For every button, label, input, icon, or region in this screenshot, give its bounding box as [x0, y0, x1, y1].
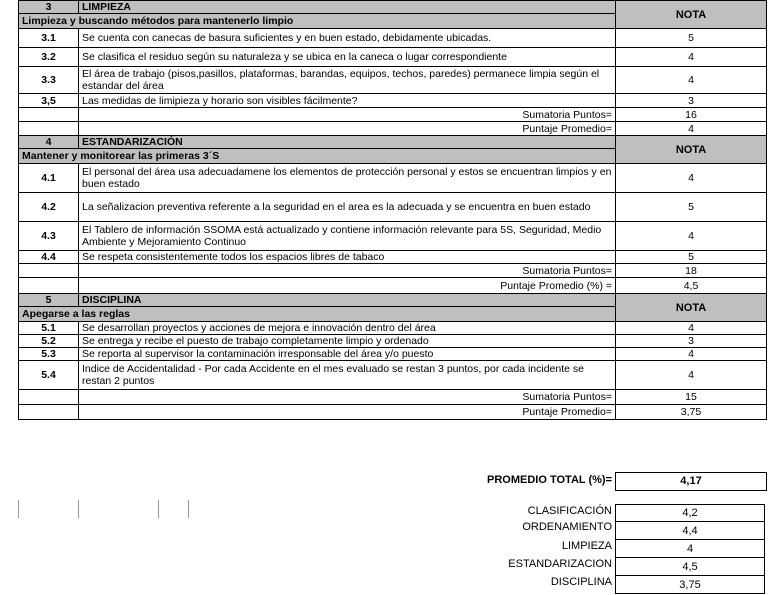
item-text: Se cuenta con canecas de basura suficientes y en buen estado, debidamente ubicadas.: [79, 29, 616, 48]
item-score: 4: [616, 48, 767, 67]
table-row: [19, 361, 767, 390]
item-number: 3.3: [19, 67, 79, 94]
sum-value: 18: [616, 264, 767, 278]
avg-row: [19, 122, 767, 136]
category-label: LIMPIEZA: [561, 540, 612, 552]
section-subtitle: Limpieza y buscando métodos para mantenerlo limpio: [19, 14, 616, 29]
item-text: El personal del área usa adecuadamene los elementos de protección personal y estos se encuentran limpios y en buen estado: [79, 164, 616, 193]
item-score: 4: [616, 348, 767, 361]
item-score: 4: [616, 361, 767, 390]
category-label: ORDENAMIENTO: [522, 521, 612, 533]
item-number: 3,5: [19, 94, 79, 108]
item-text: Se reporta al supervisor la contaminación irresponsable del área y/o puesto: [79, 348, 616, 361]
item-text: El área de trabajo (pisos,pasillos, plataformas, barandas, equipos, techos, paredes) permanece limpia según el estandar del área: [79, 67, 616, 94]
sum-label: Sumatoria Puntos=: [79, 390, 616, 405]
item-number: 5.2: [19, 335, 79, 348]
category-value: 4,5: [616, 558, 765, 576]
category-label: CLASIFICACIÓN: [527, 505, 612, 517]
evaluation-table: [18, 0, 767, 420]
item-score: 4: [616, 322, 767, 335]
avg-label: Puntaje Promedio=: [79, 122, 616, 136]
table-row: [19, 164, 767, 193]
section-header-limpieza: [19, 1, 767, 14]
category-value: 4,2: [616, 505, 765, 522]
item-number: 5.1: [19, 322, 79, 335]
table-row: [19, 251, 767, 264]
nota-header: NOTA: [616, 136, 767, 164]
avg-value: 3,75: [616, 405, 767, 420]
avg-row: [19, 405, 767, 420]
item-text: Se entrega y recibe el puesto de trabajo completamente limpio y ordenado: [79, 335, 616, 348]
table-row: [19, 222, 767, 251]
nota-header: NOTA: [616, 1, 767, 29]
item-number: 5.3: [19, 348, 79, 361]
sum-label: Sumatoria Puntos=: [79, 264, 616, 278]
table-row: [19, 193, 767, 222]
evaluation-sheet: [18, 0, 766, 420]
sum-value: 16: [616, 108, 767, 122]
item-text: Se clasifica el residuo según su naturaleza y se ubica en la caneca o lugar correspondiente: [79, 48, 616, 67]
section-header-estandarizacion: [19, 136, 767, 149]
item-number: 4.4: [19, 251, 79, 264]
section-subtitle: Mantener y monitorear las primeras 3´S: [19, 149, 616, 164]
category-value: 4,4: [616, 522, 765, 540]
item-text: Se respeta consistentemente todos los espacios libres de tabaco: [79, 251, 616, 264]
table-row: [19, 48, 767, 67]
item-score: 5: [616, 193, 767, 222]
section-subtitle: Apegarse a las reglas: [19, 307, 616, 322]
table-row: [19, 94, 767, 108]
item-text: Indice de Accidentalidad - Por cada Accidente en el mes evaluado se restan 3 puntos, por cada incidente se restan 2 puntos: [79, 361, 616, 390]
section-number: 5: [19, 294, 79, 307]
item-number: 3.2: [19, 48, 79, 67]
item-number: 5.4: [19, 361, 79, 390]
item-number: 3.1: [19, 29, 79, 48]
item-score: 4: [616, 164, 767, 193]
avg-value: 4: [616, 122, 767, 136]
avg-label: Puntaje Promedio=: [79, 405, 616, 420]
sum-value: 15: [616, 390, 767, 405]
item-score: 3: [616, 335, 767, 348]
category-value: 4: [616, 540, 765, 558]
section-title: ESTANDARIZACIÓN: [79, 136, 616, 149]
item-score: 4: [616, 67, 767, 94]
table-row: [19, 29, 767, 48]
category-label: DISCIPLINA: [550, 576, 612, 588]
section-header-disciplina: [19, 294, 767, 307]
item-text: La señalizacion preventiva referente a la seguridad en el area es la adecuada y se encuentra en buen estado: [79, 193, 616, 222]
section-number: 3: [19, 1, 79, 14]
table-row: [19, 322, 767, 335]
sum-label: Sumatoria Puntos=: [79, 108, 616, 122]
item-score: 5: [616, 251, 767, 264]
item-score: 4: [616, 222, 767, 251]
avg-label: Puntaje Promedio (%) =: [79, 278, 616, 294]
item-number: 4.1: [19, 164, 79, 193]
summary-block: [0, 468, 775, 595]
sum-row: [19, 264, 767, 278]
category-value: 3,75: [616, 576, 765, 594]
avg-value: 4,5: [616, 278, 767, 294]
item-text: Las medidas de limipieza y horario son visibles fácilmente?: [79, 94, 616, 108]
item-text: Se desarrollan proyectos y acciones de mejora e innovación dentro del área: [79, 322, 616, 335]
item-score: 5: [616, 29, 767, 48]
item-number: 4.3: [19, 222, 79, 251]
table-row: [19, 67, 767, 94]
category-label: ESTANDARIZACION: [508, 558, 612, 570]
item-score: 3: [616, 94, 767, 108]
table-row: [19, 335, 767, 348]
nota-header: NOTA: [616, 294, 767, 322]
total-label: PROMEDIO TOTAL (%)=: [487, 474, 612, 486]
item-text: El Tablero de información SSOMA está actualizado y contiene información relevante para 5S, Seguridad, Medio Ambiente y Mejoramiento Continuo: [79, 222, 616, 251]
table-row: [19, 348, 767, 361]
section-title: DISCIPLINA: [79, 294, 616, 307]
sum-row: [19, 390, 767, 405]
total-value: 4,17: [615, 472, 767, 491]
sum-row: [19, 108, 767, 122]
section-number: 4: [19, 136, 79, 149]
section-title: LIMPIEZA: [79, 1, 616, 14]
avg-row: [19, 278, 767, 294]
item-number: 4.2: [19, 193, 79, 222]
category-table: [615, 504, 765, 594]
